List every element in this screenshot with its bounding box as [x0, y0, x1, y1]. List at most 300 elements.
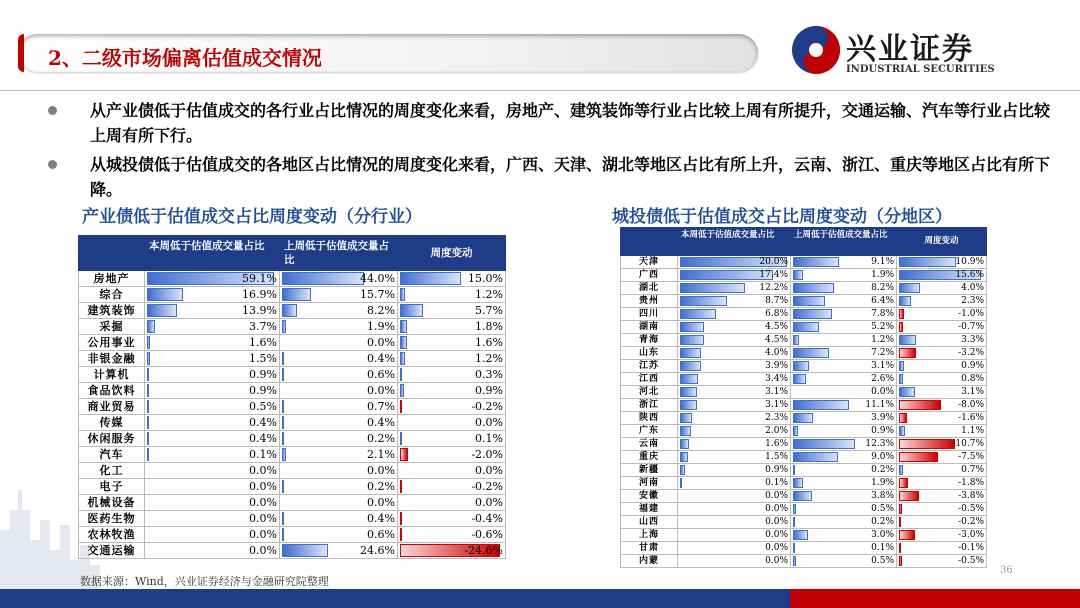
cur-cell	[678, 438, 791, 451]
row-label: 四川	[621, 308, 678, 321]
prev-cell	[791, 360, 897, 373]
cur-value: 1.5%	[765, 452, 788, 462]
prev-cell	[791, 373, 897, 386]
chg-cell	[897, 542, 987, 555]
cur-bar	[147, 336, 150, 349]
cur-value: 4.0%	[765, 348, 788, 358]
prev-cell	[791, 295, 897, 308]
cur-bar	[147, 400, 149, 413]
cur-value: 0.0%	[765, 530, 788, 540]
footer-bar-accent	[790, 589, 1080, 608]
chg-cell	[897, 503, 987, 516]
prev-bar	[793, 296, 825, 306]
table-row	[79, 447, 506, 463]
prev-cell	[280, 415, 398, 431]
prev-value: 3.1%	[871, 361, 894, 371]
chg-value: 3.1%	[961, 387, 984, 397]
row-label: 机械设备	[79, 495, 145, 511]
prev-value: 0.1%	[871, 543, 894, 553]
row-label: 医药生物	[79, 511, 145, 527]
chg-value: -7.5%	[958, 452, 984, 462]
cur-cell	[145, 511, 280, 527]
cur-bar	[680, 322, 704, 332]
table-row	[79, 319, 506, 335]
table-row	[79, 463, 506, 479]
cur-cell	[145, 415, 280, 431]
prev-bar	[793, 270, 803, 280]
table-row	[621, 490, 987, 503]
cur-value: 0.9%	[249, 384, 277, 397]
prev-value: 0.4%	[367, 352, 395, 365]
cur-value: 20.0%	[759, 257, 788, 267]
cur-value: 0.0%	[249, 528, 277, 541]
header-cell: 周度变动	[897, 228, 987, 256]
prev-value: 0.2%	[871, 465, 894, 475]
prev-bar	[793, 504, 796, 514]
prev-cell	[280, 447, 398, 463]
chg-cell	[897, 412, 987, 425]
chg-cell	[398, 543, 506, 559]
prev-cell	[791, 321, 897, 334]
cur-cell	[678, 555, 791, 568]
prev-value: 1.2%	[871, 335, 894, 345]
chg-value: -3.8%	[958, 491, 984, 501]
row-label: 广西	[621, 269, 678, 282]
chg-value: -0.2%	[958, 517, 984, 527]
table-row	[621, 529, 987, 542]
chg-cell	[897, 334, 987, 347]
row-label: 食品饮料	[79, 383, 145, 399]
row-label: 湖南	[621, 321, 678, 334]
chg-value: -0.4%	[471, 512, 503, 525]
company-logo	[790, 22, 1030, 82]
cur-cell	[145, 543, 280, 559]
chg-value: -0.7%	[958, 322, 984, 332]
prev-value: 0.5%	[871, 556, 894, 566]
chg-bar	[899, 387, 915, 397]
cur-bar	[147, 384, 149, 397]
prev-cell	[791, 438, 897, 451]
chg-cell	[897, 529, 987, 542]
chg-bar	[899, 257, 956, 267]
row-label: 云南	[621, 438, 678, 451]
table-row	[621, 269, 987, 282]
chg-cell	[398, 495, 506, 511]
table-row	[621, 308, 987, 321]
prev-value: 11.1%	[865, 400, 894, 410]
chg-cell	[398, 303, 506, 319]
prev-cell	[280, 543, 398, 559]
table-row	[621, 516, 987, 529]
prev-cell	[791, 334, 897, 347]
table-row	[79, 399, 506, 415]
prev-bar	[282, 528, 284, 541]
chg-value: -1.0%	[958, 309, 984, 319]
prev-cell	[791, 269, 897, 282]
chg-value: 0.9%	[475, 384, 503, 397]
cur-cell	[678, 282, 791, 295]
prev-value: 1.9%	[367, 320, 395, 333]
cur-value: 0.9%	[765, 465, 788, 475]
table-row	[79, 511, 506, 527]
title-accent	[18, 34, 24, 72]
prev-bar	[793, 309, 832, 319]
cur-value: 8.7%	[765, 296, 788, 306]
prev-value: 3.8%	[871, 491, 894, 501]
row-label: 电子	[79, 479, 145, 495]
prev-bar	[793, 543, 795, 553]
chg-value: -3.0%	[958, 530, 984, 540]
prev-bar	[793, 530, 808, 540]
industry-table	[78, 235, 506, 559]
chg-cell	[897, 308, 987, 321]
chg-value: -8.0%	[958, 400, 984, 410]
chg-cell	[897, 438, 987, 451]
chg-negative-bar	[899, 491, 919, 501]
prev-bar	[282, 272, 364, 285]
prev-cell	[280, 335, 398, 351]
cur-cell	[145, 463, 280, 479]
row-label: 新疆	[621, 464, 678, 477]
cur-value: 0.0%	[249, 464, 277, 477]
prev-value: 44.0%	[360, 272, 395, 285]
chg-value: -2.0%	[471, 448, 503, 461]
cur-value: 13.9%	[242, 304, 277, 317]
chg-cell	[897, 373, 987, 386]
chg-value: -1.8%	[958, 478, 984, 488]
bullet-dot-icon	[48, 106, 57, 115]
row-label: 上海	[621, 529, 678, 542]
table-row	[79, 303, 506, 319]
cur-value: 0.1%	[249, 448, 277, 461]
prev-bar	[282, 400, 284, 413]
chg-value: 15.0%	[468, 272, 503, 285]
chg-bar	[400, 336, 407, 349]
prev-bar	[793, 491, 812, 501]
prev-cell	[791, 308, 897, 321]
row-label: 计算机	[79, 367, 145, 383]
prev-value: 5.2%	[871, 322, 894, 332]
cur-bar	[147, 288, 183, 301]
chg-negative-bar	[899, 530, 915, 540]
chg-bar	[400, 432, 402, 445]
prev-value: 2.1%	[367, 448, 395, 461]
chg-bar	[400, 384, 404, 397]
cur-value: 0.0%	[765, 491, 788, 501]
cur-cell	[678, 269, 791, 282]
chg-bar	[899, 283, 920, 293]
table-row	[621, 464, 987, 477]
chg-cell	[897, 451, 987, 464]
prev-cell	[791, 464, 897, 477]
chg-cell	[398, 447, 506, 463]
chg-cell	[398, 287, 506, 303]
prev-value: 1.9%	[871, 478, 894, 488]
cur-bar	[680, 283, 745, 293]
prev-cell	[280, 319, 398, 335]
row-label: 房地产	[79, 271, 145, 287]
header-divider	[0, 90, 1080, 91]
prev-cell	[791, 347, 897, 360]
prev-cell	[280, 351, 398, 367]
prev-cell	[280, 383, 398, 399]
prev-bar	[282, 352, 284, 365]
chg-negative-bar	[899, 504, 902, 514]
chg-value: 0.1%	[475, 432, 503, 445]
chg-cell	[398, 511, 506, 527]
chg-cell	[897, 360, 987, 373]
cur-cell	[678, 321, 791, 334]
prev-cell	[791, 451, 897, 464]
prev-cell	[791, 282, 897, 295]
table-row	[79, 271, 506, 287]
prev-value: 9.1%	[871, 257, 894, 267]
cur-value: 0.0%	[765, 556, 788, 566]
chg-cell	[897, 347, 987, 360]
prev-bar	[282, 304, 297, 317]
chg-negative-bar	[899, 348, 916, 358]
prev-bar	[282, 512, 284, 525]
cur-value: 1.6%	[765, 439, 788, 449]
prev-cell	[280, 479, 398, 495]
cur-cell	[678, 503, 791, 516]
prev-cell	[280, 367, 398, 383]
cur-cell	[678, 451, 791, 464]
cur-value: 0.4%	[249, 432, 277, 445]
prev-bar	[793, 426, 798, 436]
prev-cell	[791, 425, 897, 438]
chg-value: -0.2%	[471, 480, 503, 493]
cur-bar	[680, 452, 688, 462]
row-label: 休闲服务	[79, 431, 145, 447]
table-row	[621, 451, 987, 464]
chg-cell	[398, 415, 506, 431]
cur-cell	[678, 334, 791, 347]
cur-value: 12.2%	[759, 283, 788, 293]
cur-bar	[680, 296, 727, 306]
cur-cell	[145, 303, 280, 319]
cur-value: 6.8%	[765, 309, 788, 319]
row-label: 江苏	[621, 360, 678, 373]
prev-cell	[791, 256, 897, 269]
cur-value: 0.0%	[765, 517, 788, 527]
chg-value: 0.8%	[961, 374, 984, 384]
table-row	[79, 335, 506, 351]
chg-cell	[398, 319, 506, 335]
cur-bar	[147, 320, 155, 333]
chg-cell	[897, 477, 987, 490]
cur-value: 3.9%	[765, 361, 788, 371]
prev-bar	[793, 517, 795, 527]
chg-value: 0.0%	[475, 496, 503, 509]
header-cell: 上周低于估值成交量占比	[280, 236, 398, 271]
cur-cell	[145, 399, 280, 415]
chg-negative-bar	[899, 556, 902, 566]
prev-bar	[282, 288, 311, 301]
prev-value: 0.2%	[871, 517, 894, 527]
prev-bar	[793, 556, 796, 566]
chg-value: -1.6%	[958, 413, 984, 423]
chg-negative-bar	[400, 448, 408, 461]
cur-bar	[147, 448, 149, 461]
prev-value: 24.6%	[360, 544, 395, 557]
prev-bar	[793, 413, 813, 423]
prev-value: 0.2%	[367, 432, 395, 445]
table-row	[621, 503, 987, 516]
prev-cell	[791, 529, 897, 542]
chg-cell	[897, 321, 987, 334]
cur-bar	[680, 335, 704, 345]
header-cell: 上周低于估值成交量占比	[791, 228, 897, 256]
chg-negative-bar	[400, 480, 402, 493]
prev-bar	[282, 544, 328, 557]
table-row	[79, 351, 506, 367]
prev-cell	[791, 490, 897, 503]
chg-value: 0.0%	[475, 416, 503, 429]
cur-value: 0.4%	[249, 416, 277, 429]
logo-english-name: INDUSTRIAL SECURITIES	[846, 64, 995, 75]
prev-cell	[280, 431, 398, 447]
prev-cell	[791, 516, 897, 529]
cur-bar	[680, 478, 682, 488]
chg-value: 1.2%	[475, 288, 503, 301]
row-label: 甘肃	[621, 542, 678, 555]
chg-value: -24.6%	[464, 544, 503, 557]
cur-bar	[680, 465, 685, 475]
prev-bar	[793, 348, 829, 358]
cur-cell	[678, 425, 791, 438]
row-label: 传媒	[79, 415, 145, 431]
cur-bar	[680, 309, 716, 319]
row-label: 广东	[621, 425, 678, 438]
cur-cell	[145, 431, 280, 447]
chg-value: 1.2%	[475, 352, 503, 365]
chg-bar	[400, 272, 461, 285]
row-label: 山西	[621, 516, 678, 529]
row-label: 陕西	[621, 412, 678, 425]
chg-cell	[398, 383, 506, 399]
cur-value: 0.5%	[249, 400, 277, 413]
cur-bar	[680, 374, 698, 384]
cur-value: 17.4%	[759, 270, 788, 280]
prev-cell	[280, 495, 398, 511]
chg-cell	[398, 399, 506, 415]
cur-value: 4.5%	[765, 335, 788, 345]
prev-value: 9.0%	[871, 452, 894, 462]
header-cell: 周度变动	[398, 236, 506, 271]
cur-cell	[145, 479, 280, 495]
prev-bar	[793, 283, 834, 293]
page-number: 36	[1000, 565, 1013, 576]
cur-value: 0.0%	[765, 543, 788, 553]
prev-value: 6.4%	[871, 296, 894, 306]
cur-value: 0.0%	[249, 512, 277, 525]
row-label: 公用事业	[79, 335, 145, 351]
chg-bar	[400, 368, 402, 381]
chg-negative-bar	[899, 517, 901, 527]
table-row	[79, 527, 506, 543]
chg-value: 0.7%	[961, 465, 984, 475]
chg-cell	[897, 269, 987, 282]
chg-cell	[398, 351, 506, 367]
cur-bar	[147, 416, 149, 429]
chg-value: 2.3%	[961, 296, 984, 306]
prev-cell	[280, 287, 398, 303]
chg-bar	[899, 335, 916, 345]
prev-bar	[793, 361, 809, 371]
cur-bar	[680, 400, 697, 410]
row-label: 交通运输	[79, 543, 145, 559]
page-title: 2、二级市场偏离估值成交情况	[48, 46, 322, 70]
cur-cell	[678, 399, 791, 412]
table-row	[79, 415, 506, 431]
row-label: 商业贸易	[79, 399, 145, 415]
chg-cell	[398, 271, 506, 287]
table-row	[621, 386, 987, 399]
cur-bar	[147, 432, 149, 445]
cur-bar	[680, 426, 691, 436]
prev-cell	[791, 412, 897, 425]
prev-cell	[280, 271, 398, 287]
chg-cell	[398, 527, 506, 543]
row-label: 非银金融	[79, 351, 145, 367]
prev-bar	[793, 257, 839, 267]
prev-value: 2.6%	[871, 374, 894, 384]
chg-negative-bar	[899, 322, 903, 332]
cur-bar	[147, 304, 177, 317]
prev-value: 0.2%	[367, 480, 395, 493]
chg-value: 4.0%	[961, 283, 984, 293]
chg-value: -0.2%	[471, 400, 503, 413]
table-row	[621, 334, 987, 347]
footer-bar	[0, 589, 790, 608]
row-label: 福建	[621, 503, 678, 516]
prev-value: 15.7%	[360, 288, 395, 301]
prev-value: 0.9%	[871, 426, 894, 436]
prev-bar	[793, 400, 849, 410]
chg-value: 15.6%	[955, 270, 984, 280]
cur-cell	[678, 295, 791, 308]
bullet-dot-icon	[48, 160, 57, 169]
cur-value: 0.0%	[249, 496, 277, 509]
prev-value: 0.6%	[367, 368, 395, 381]
prev-cell	[791, 399, 897, 412]
chg-negative-bar	[400, 512, 402, 525]
cur-value: 2.3%	[765, 413, 788, 423]
cur-cell	[145, 495, 280, 511]
chg-negative-bar	[899, 400, 941, 410]
chg-bar	[400, 304, 423, 317]
prev-value: 3.9%	[871, 413, 894, 423]
table-row	[621, 347, 987, 360]
chg-value: 0.0%	[475, 464, 503, 477]
chg-negative-bar	[899, 413, 907, 423]
row-label: 山东	[621, 347, 678, 360]
prev-bar	[282, 432, 284, 445]
chg-value: 10.9%	[955, 257, 984, 267]
prev-value: 0.7%	[367, 400, 395, 413]
cur-bar	[147, 368, 149, 381]
cur-value: 0.0%	[249, 544, 277, 557]
prev-cell	[791, 386, 897, 399]
chg-cell	[897, 256, 987, 269]
cur-cell	[145, 383, 280, 399]
chg-bar	[899, 374, 903, 384]
prev-bar	[282, 448, 286, 461]
chg-value: -0.5%	[958, 556, 984, 566]
cur-value: 16.9%	[242, 288, 277, 301]
table-row	[621, 425, 987, 438]
